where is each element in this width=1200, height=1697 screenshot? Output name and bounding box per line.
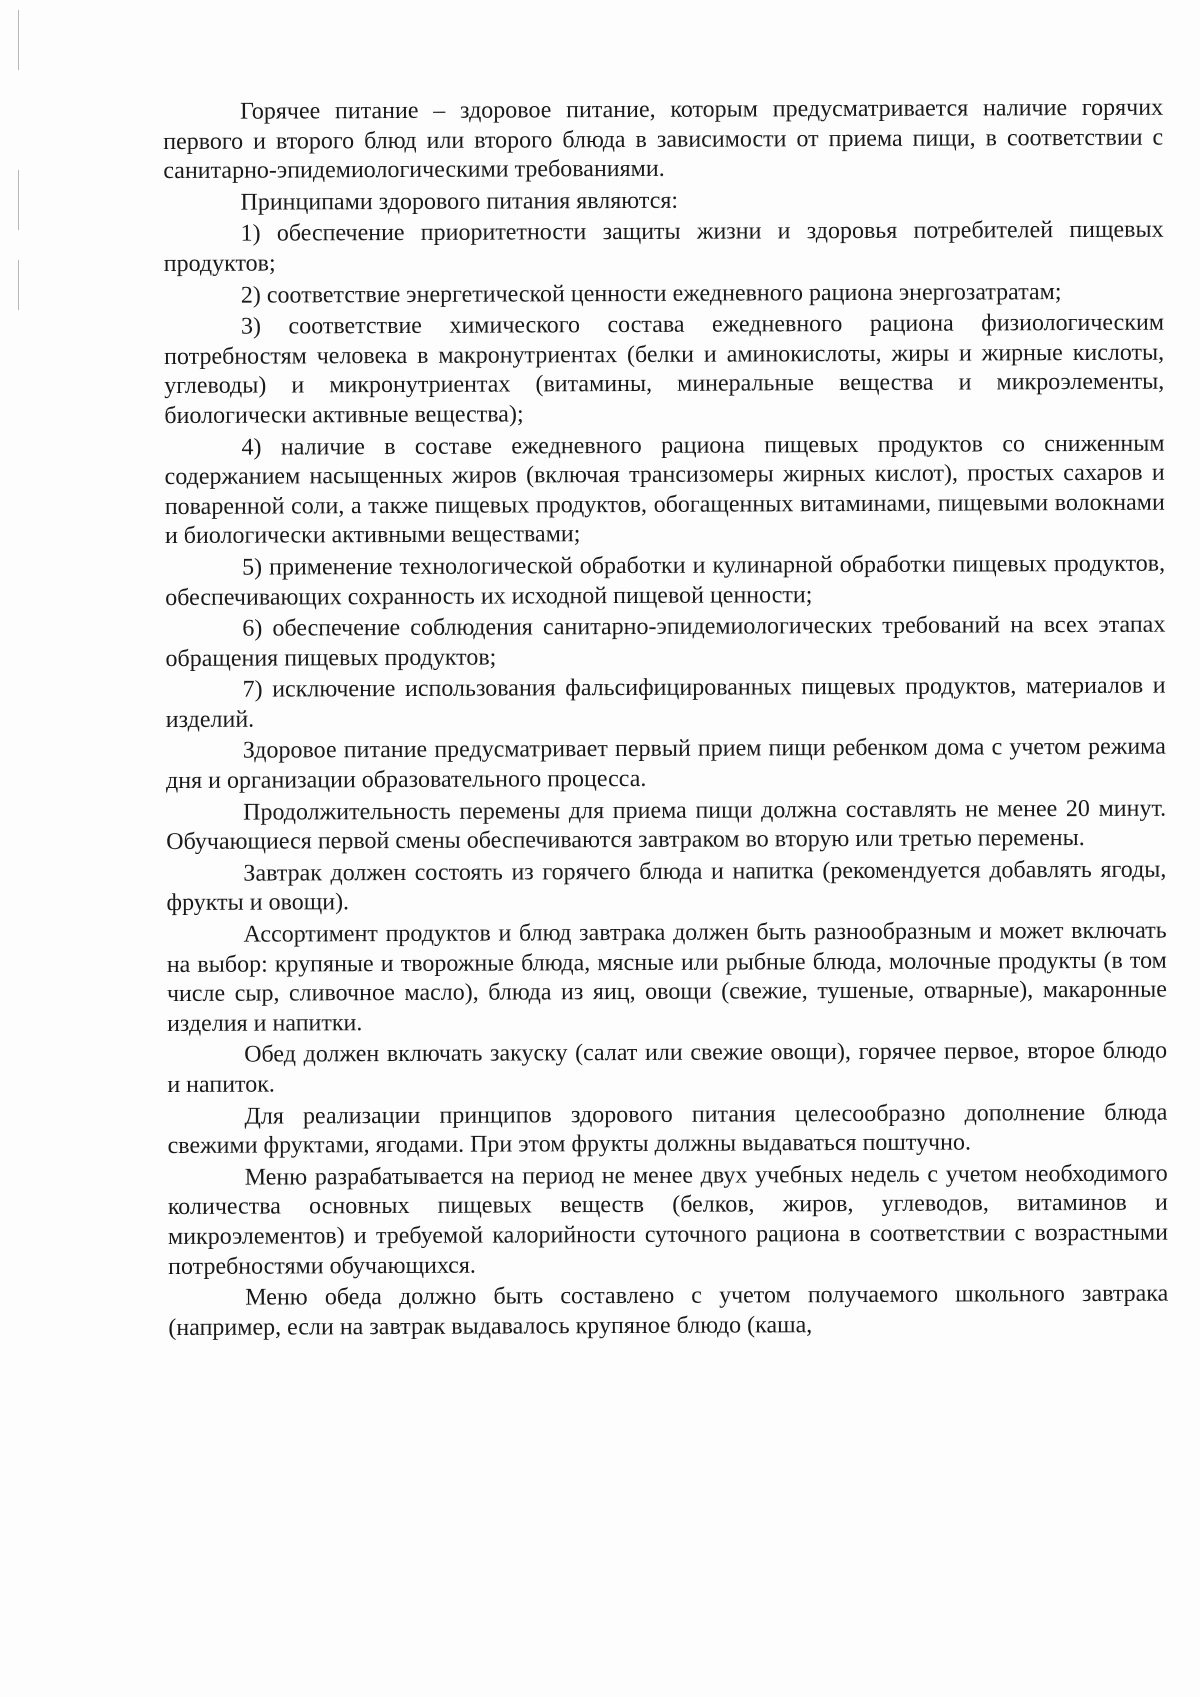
paragraph-lunch-composition: Обед должен включать закуску (салат или свежие овощи), горячее первое, второе блюдо и напиток. [167, 1038, 1168, 1098]
paragraph-breakfast-composition: Завтрак должен состоять из горячего блюда и напитка (рекомендуется добавлять ягоды, фрукты и овощи). [166, 856, 1167, 917]
paragraph-break-duration: Продолжительность перемены для приема пищи должна составлять не менее 20 минут. Обучающиеся первой смены обеспечиваются завтраком во вторую или третью перемены. [166, 795, 1167, 856]
paragraph-menu-period: Меню разрабатывается на период не менее двух учебных недель с учетом необходимого количества основных пищевых веществ (белков, жиров, углеводов, витаминов и микроэлементов) и требуемой калорийности суточного рациона в соответствии с возрастными потребностями обучающихся. [167, 1160, 1169, 1280]
list-item-principle-1: 1) обеспечение приоритетности защиты жизни и здоровья потребителей пищевых продуктов; [163, 217, 1164, 277]
paragraph-lunch-menu: Меню обеда должно быть составлено с учетом получаемого школьного завтрака (например, если на завтрак выдавалось крупяное блюдо (каша, [168, 1280, 1169, 1341]
list-item-principle-7: 7) исключение использования фальсифицированных пищевых продуктов, материалов и изделий. [165, 672, 1166, 733]
paragraph-hot-meals-definition: Горячее питание – здоровое питание, которым предусматривается наличие горячих первого и второго блюд или второго блюда в зависимости от приема пищи, в соответствии с санитарно-эпидемиологическими требованиями. [163, 94, 1164, 185]
list-item-principle-2: 2) соответствие энергетической ценности ежедневного рациона энергозатратам; [240, 278, 1062, 309]
paragraph-breakfast-assortment: Ассортимент продуктов и блюд завтрака должен быть разнообразным и может включать на выбор: крупяные и творожные блюда, мясные или рыбные блюда, молочные продукты (в том числе сыр, сливочное масло), блюда из яиц, овощи (свежие, тушеные, отварные), макаронные изделия и напитки. [166, 917, 1167, 1037]
list-item-principle-3: 3) соответствие химического состава ежедневного рациона физиологическим потребностям человека в макронутриентах (белки и аминокислоты, жиры и жирные кислоты, углеводы) и микронутриентах (витамины, минеральные вещества и микроэлементы, биологически активные вещества); [164, 309, 1165, 429]
scan-edge-mark [18, 260, 19, 310]
paragraph-principles-intro: Принципами здорового питания являются: [240, 187, 679, 216]
scan-edge-mark [18, 10, 19, 70]
list-item-principle-6: 6) обеспечение соблюдения санитарно-эпидемиологических требований на всех этапах обращения пищевых продуктов; [165, 611, 1166, 672]
paragraph-fresh-fruit: Для реализации принципов здорового питания целесообразно дополнение блюда свежими фруктами, ягодами. При этом фрукты должны выдаваться поштучно. [167, 1099, 1168, 1160]
list-item-principle-5: 5) применение технологической обработки и кулинарной обработки пищевых продуктов, обеспечивающих сохранность их исходной пищевой ценности; [165, 550, 1166, 611]
list-item-principle-4: 4) наличие в составе ежедневного рациона пищевых продуктов со сниженным содержанием насыщенных жиров (включая трансизомеры жирных кислот), простых сахаров и поваренной соли, а также пищевых продуктов, обогащенных витаминами, пищевыми волокнами и биологически активными веществами; [164, 430, 1165, 550]
paragraph-first-meal-at-home: Здоровое питание предусматривает первый прием пищи ребенком дома с учетом режима дня и организации образовательного процесса. [165, 734, 1166, 795]
document-body [163, 94, 1168, 1346]
scan-edge-mark [18, 170, 19, 230]
